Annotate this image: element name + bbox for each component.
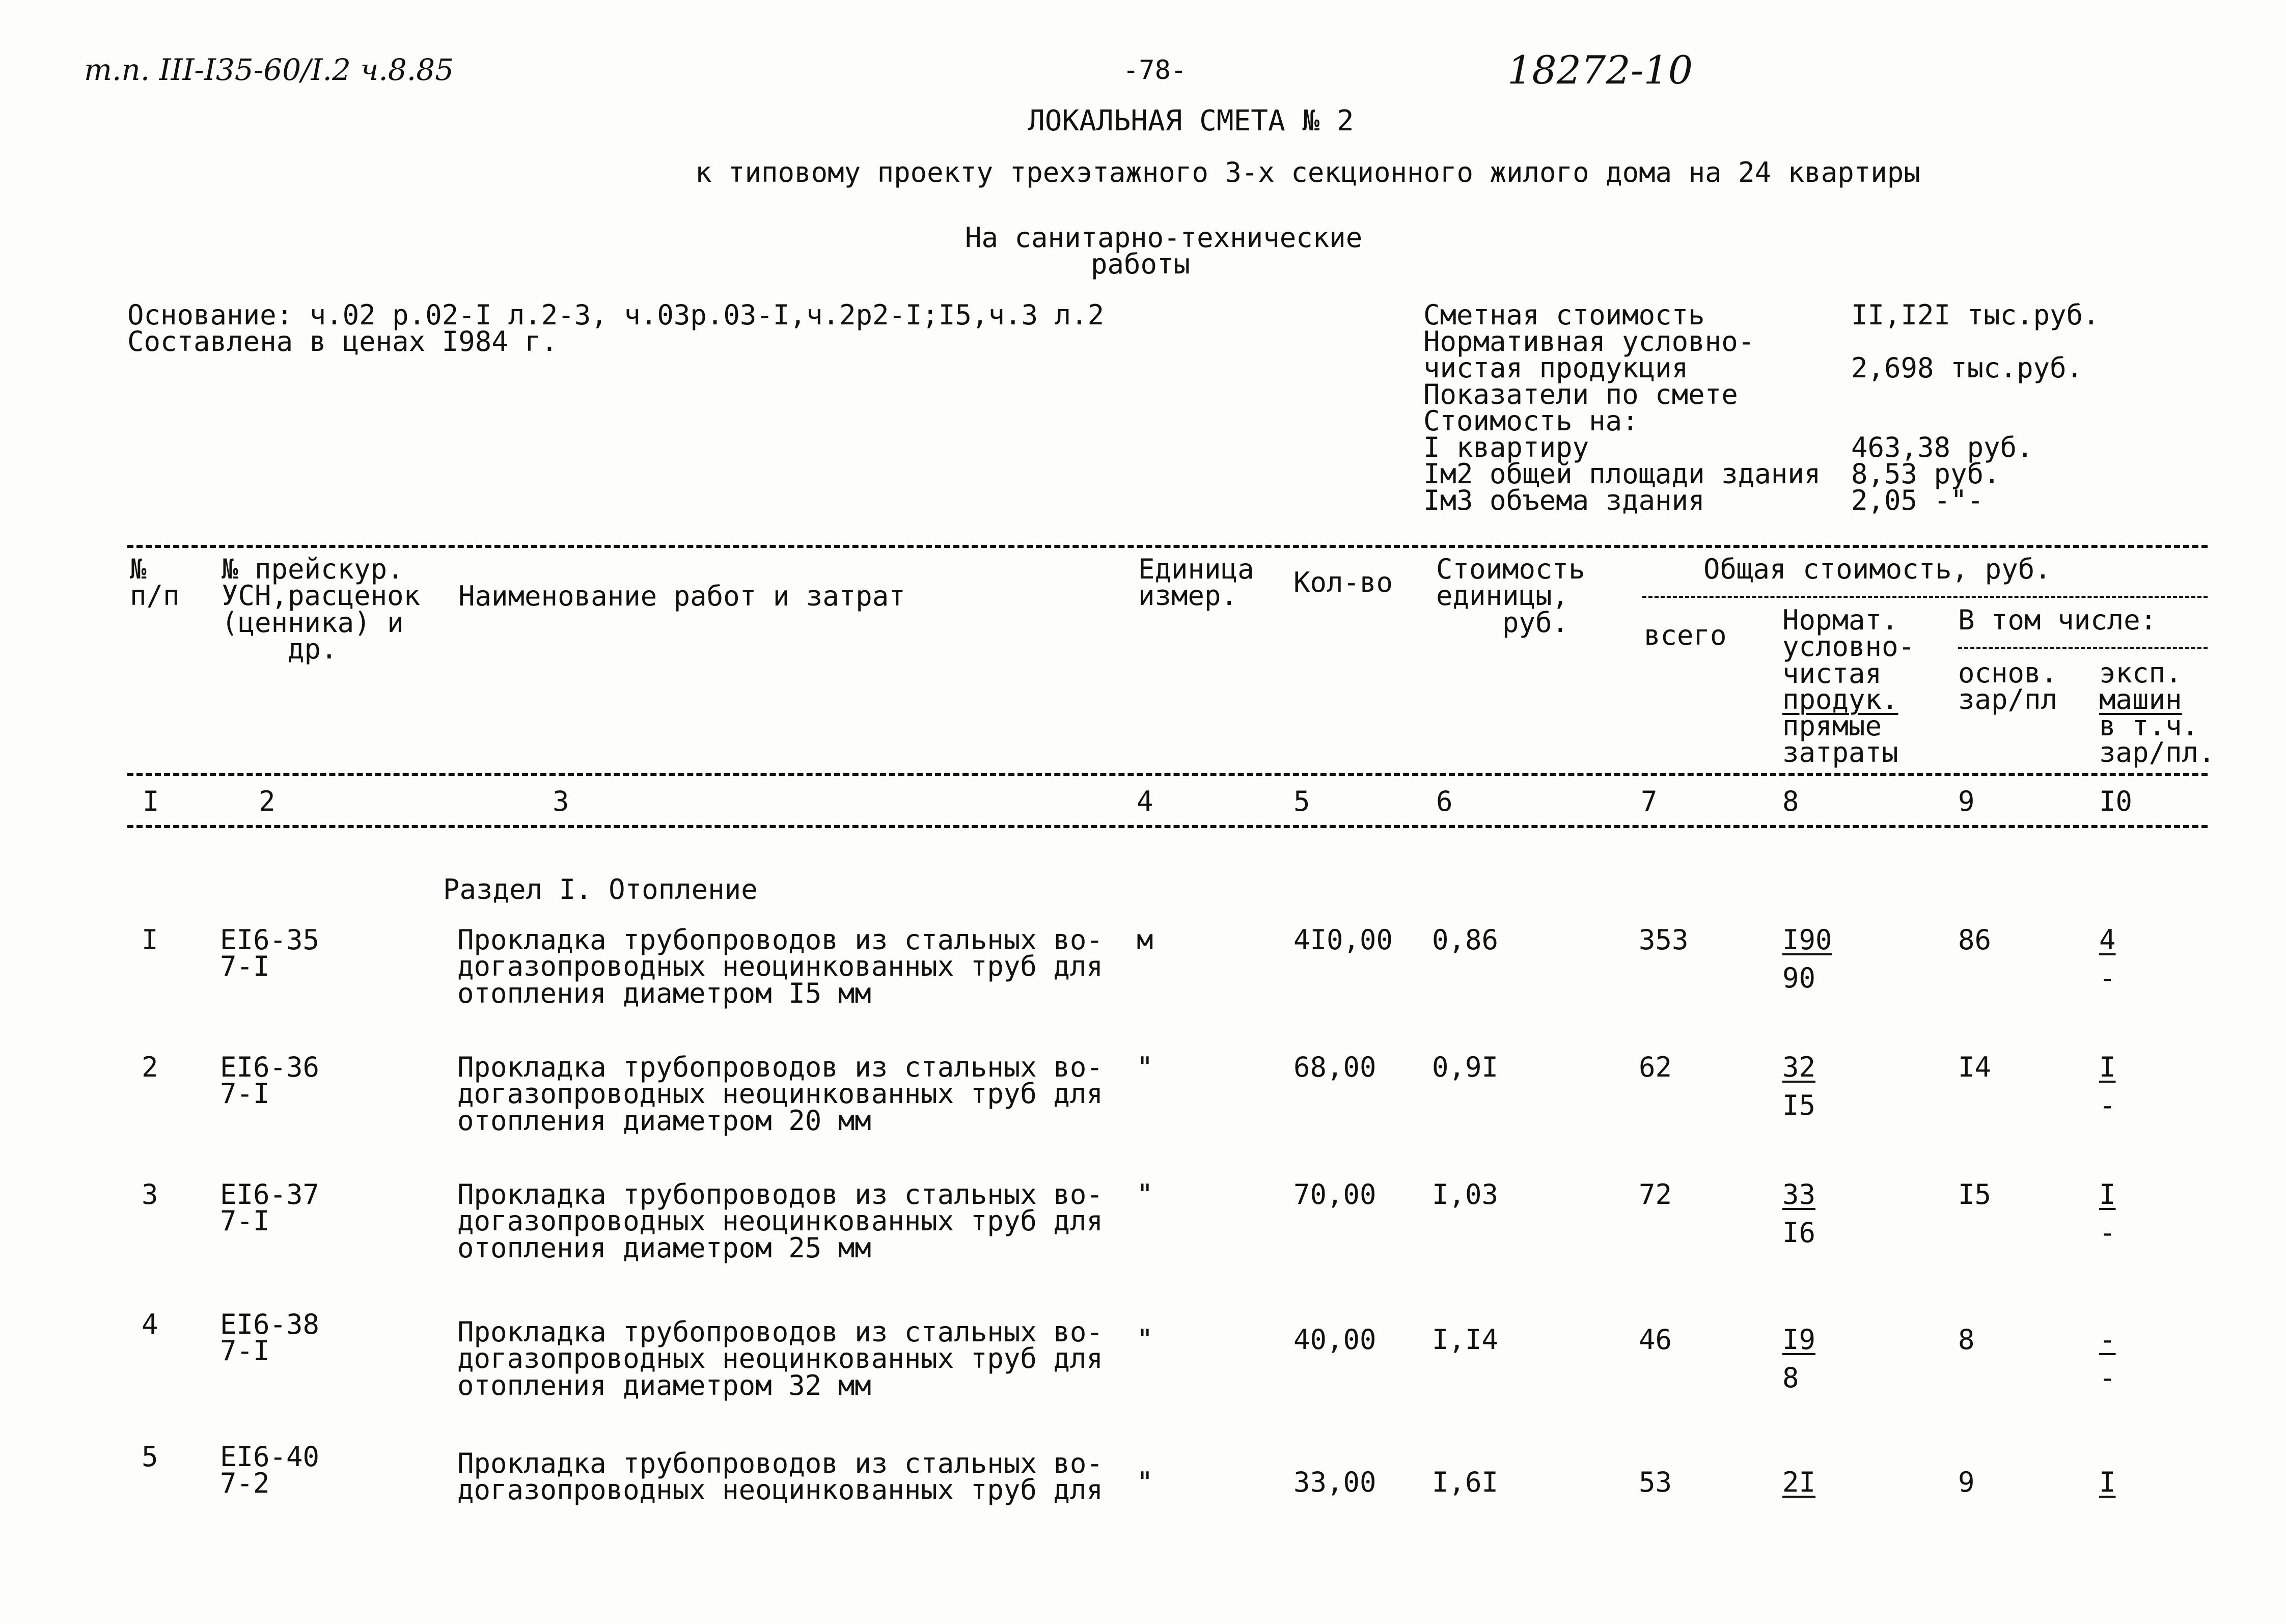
machinery-wage: - xyxy=(2099,1217,2116,1249)
machinery-wage: - xyxy=(2099,962,2116,994)
column-number: 4 xyxy=(1137,785,1153,817)
basis-line1: Основание: ч.02 р.02-I л.2-3, ч.03р.03-I,ч.2р2-I;I5,ч.3 л.2 xyxy=(127,299,1105,331)
summary-label: Нормативная условно- xyxy=(1423,325,1755,357)
section-title: Раздел I. Отопление xyxy=(443,873,758,905)
machinery-wage: - xyxy=(2099,1089,2116,1121)
quantity: 68,00 xyxy=(1293,1051,1376,1083)
total-cost: 46 xyxy=(1639,1324,1672,1356)
column-number: 9 xyxy=(1958,785,1975,817)
table-top-rule xyxy=(127,545,2208,548)
price-code: EI6-37 7-I xyxy=(220,1178,320,1237)
quantity: 33,00 xyxy=(1293,1466,1376,1498)
machinery-cost: I xyxy=(2099,1466,2116,1498)
header-total: всего xyxy=(1644,619,1727,651)
document-subtitle: к типовому проекту трехэтажного 3-х секционного жилого дома на 24 квартиры xyxy=(695,156,1920,188)
basis-line2: Составлена в ценах I984 г. xyxy=(127,325,558,357)
column-number: 6 xyxy=(1436,785,1453,817)
header-machinery-top: эксп. xyxy=(2099,657,2182,689)
summary-value: 2,698 тыс.руб. xyxy=(1851,352,2083,384)
row-number: 4 xyxy=(142,1308,158,1340)
header-work-name: Наименование работ и затрат xyxy=(458,580,905,612)
document-title: ЛОКАЛЬНАЯ СМЕТА № 2 xyxy=(1028,104,1354,137)
norm-product: 33 xyxy=(1782,1178,1816,1210)
column-number: I xyxy=(143,785,159,817)
price-code: EI6-38 7-I xyxy=(220,1308,320,1367)
price-code: EI6-36 7-I xyxy=(220,1051,320,1110)
total-cost: 53 xyxy=(1639,1466,1672,1498)
stamp-doc-number: 18272-10 xyxy=(1507,47,1693,93)
header-including-group: В том числе: xyxy=(1958,604,2157,636)
summary-label: чистая продукция xyxy=(1423,352,1689,384)
machinery-cost: I xyxy=(2099,1178,2116,1210)
base-wage: 9 xyxy=(1958,1466,1975,1498)
column-number: 8 xyxy=(1782,785,1799,817)
summary-label: Сметная стоимость xyxy=(1423,299,1705,331)
machinery-cost: I xyxy=(2099,1051,2116,1083)
row-number: 3 xyxy=(142,1178,158,1210)
work-name: Прокладка трубопроводов из стальных во- догазопроводных неоцинкованных труб для отопления диаметром 25 мм xyxy=(457,1178,1103,1264)
summary-value: 463,38 руб. xyxy=(1851,431,2033,463)
summary-label: Iм2 общей площади здания xyxy=(1423,458,1821,490)
unit: " xyxy=(1137,1324,1153,1356)
machinery-cost: - xyxy=(2099,1324,2116,1356)
row-number: I xyxy=(142,924,158,956)
header-norm-product: продук. xyxy=(1782,683,1898,715)
price-code: EI6-35 7-I xyxy=(220,924,320,983)
works-type-line2: работы xyxy=(1091,248,1191,280)
unit: м xyxy=(1137,924,1153,956)
unit-price: 0,9I xyxy=(1432,1051,1499,1083)
page-number: -78- xyxy=(1123,55,1187,86)
norm-product: 32 xyxy=(1782,1051,1816,1083)
header-machinery: машин xyxy=(2099,683,2182,715)
norm-product: I9 xyxy=(1782,1324,1816,1356)
column-numbers-rule xyxy=(127,825,2208,828)
direct-costs: 8 xyxy=(1782,1362,1799,1394)
column-number: 7 xyxy=(1641,785,1658,817)
machinery-wage: - xyxy=(2099,1362,2116,1394)
header-base-wage: основ. зар/пл xyxy=(1958,657,2058,716)
column-number: 2 xyxy=(259,785,276,817)
unit: " xyxy=(1137,1051,1153,1083)
stamp-project-code: т.п. III-I35-60/I.2 ч.8.85 xyxy=(84,52,454,87)
column-number: I0 xyxy=(2099,785,2133,817)
column-number: 5 xyxy=(1293,785,1310,817)
direct-costs: I5 xyxy=(1782,1089,1816,1121)
direct-costs: 90 xyxy=(1782,962,1816,994)
header-quantity: Кол-во xyxy=(1293,566,1393,598)
base-wage: 86 xyxy=(1958,924,1992,956)
base-wage: I5 xyxy=(1958,1178,1992,1210)
header-row-number: № п/п xyxy=(130,553,180,612)
header-direct-costs: прямые затраты xyxy=(1782,710,1898,769)
total-cost: 62 xyxy=(1639,1051,1672,1083)
row-number: 5 xyxy=(142,1441,158,1473)
price-code: EI6-40 7-2 xyxy=(220,1441,320,1500)
work-name: Прокладка трубопроводов из стальных во- догазопроводных неоцинкованных труб для отопления диаметром 32 мм xyxy=(457,1316,1103,1401)
unit: " xyxy=(1137,1466,1153,1498)
summary-value: 2,05 -"- xyxy=(1851,484,1984,516)
quantity: 40,00 xyxy=(1293,1324,1376,1356)
header-norm-top: Нормат. условно- чистая xyxy=(1782,604,1915,690)
work-name: Прокладка трубопроводов из стальных во- догазопроводных неоцинкованных труб для отопления диаметром 20 мм xyxy=(457,1051,1103,1137)
norm-product: 2I xyxy=(1782,1466,1816,1498)
header-unit: Единица измер. xyxy=(1138,553,1254,612)
works-type-line1: На санитарно-технические xyxy=(965,222,1363,254)
summary-label: Iм3 объема здания xyxy=(1423,484,1705,516)
header-total-cost-group: Общая стоимость, руб. xyxy=(1703,553,2051,585)
column-number: 3 xyxy=(553,785,569,817)
norm-product: I90 xyxy=(1782,924,1832,956)
summary-label: Стоимость на: xyxy=(1423,405,1639,437)
total-cost: 72 xyxy=(1639,1178,1672,1210)
unit-price: I,I4 xyxy=(1432,1324,1499,1356)
base-wage: I4 xyxy=(1958,1051,1992,1083)
summary-label: I квартиру xyxy=(1423,431,1589,463)
work-name: Прокладка трубопроводов из стальных во- догазопроводных неоцинкованных труб для xyxy=(457,1447,1103,1506)
direct-costs: I6 xyxy=(1782,1217,1816,1249)
summary-label: Показатели по смете xyxy=(1423,378,1738,410)
unit: " xyxy=(1137,1178,1153,1210)
header-machinery-wage: в т.ч. зар/пл. xyxy=(2099,710,2215,769)
unit-price: I,6I xyxy=(1432,1466,1499,1498)
quantity: 4I0,00 xyxy=(1293,924,1393,956)
work-name: Прокладка трубопроводов из стальных во- догазопроводных неоцинкованных труб для отопления диаметром I5 мм xyxy=(457,924,1103,1009)
row-number: 2 xyxy=(142,1051,158,1083)
total-cost: 353 xyxy=(1639,924,1689,956)
unit-price: 0,86 xyxy=(1432,924,1499,956)
header-including-rule xyxy=(1958,647,2208,649)
header-bottom-rule xyxy=(127,773,2208,776)
header-unit-price: Стоимость единицы, руб. xyxy=(1436,553,1585,639)
summary-value: 8,53 руб. xyxy=(1851,458,2000,490)
header-group-rule xyxy=(1642,596,2208,598)
machinery-cost: 4 xyxy=(2099,924,2116,956)
base-wage: 8 xyxy=(1958,1324,1975,1356)
header-price-code: № прейскур. УСН,расценок (ценника) и др. xyxy=(222,553,421,666)
unit-price: I,03 xyxy=(1432,1178,1499,1210)
quantity: 70,00 xyxy=(1293,1178,1376,1210)
summary-value: II,I2I тыс.руб. xyxy=(1851,299,2100,331)
